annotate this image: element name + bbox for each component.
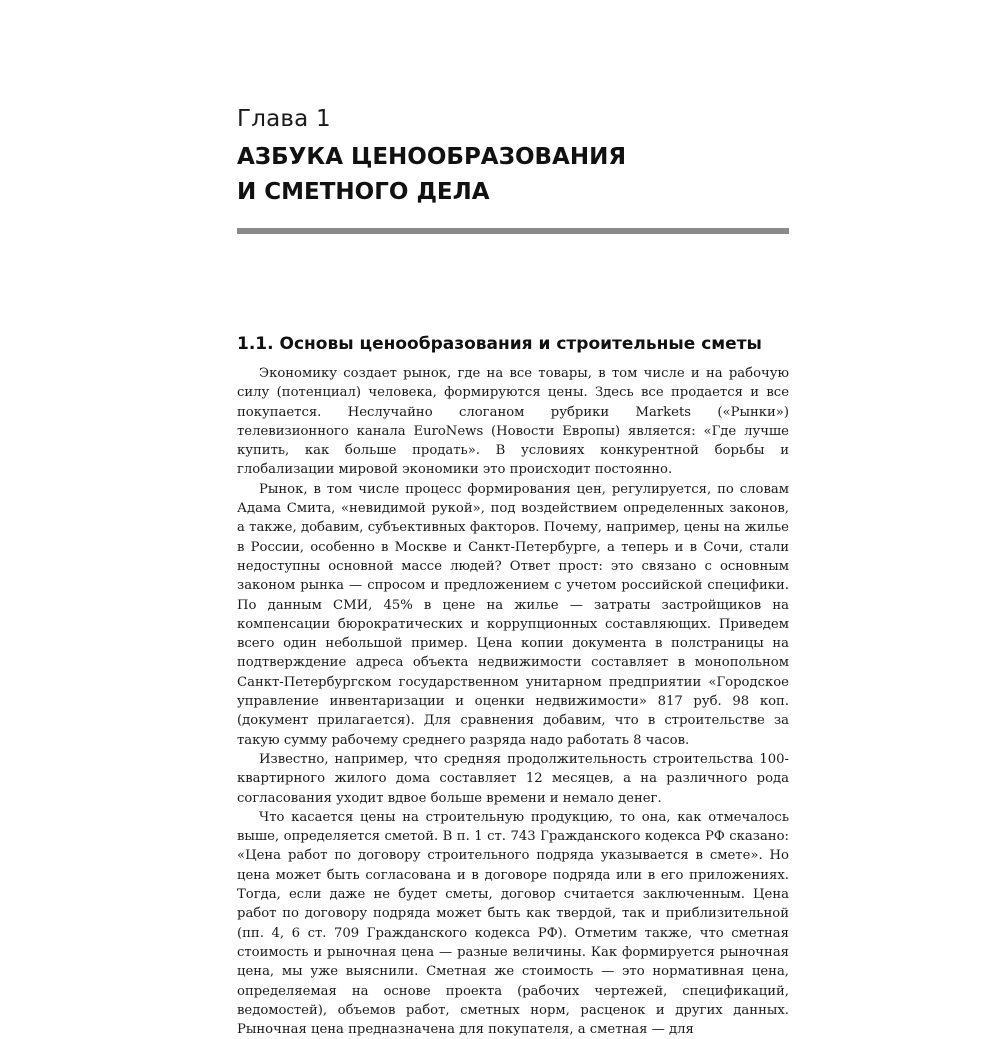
chapter-title: [237, 140, 789, 210]
paragraph: Экономику создает рынок, где на все товары, в том числе и на рабочую силу (потенциал) человека, формируются цены. Здесь все продается и все покупается. Неслучайно слоганом рубрики Markets («Рынки») телевизионного канала EuroNews (Новости Европы) является: «Где лучше купить, как больше продать». В условиях конкурентной борьбы и глобализации мировой экономики это происходит постоянно.: [237, 366, 789, 478]
body-text: [237, 364, 789, 1039]
chapter-title-line-1: АЗБУКА ЦЕНООБРАЗОВАНИЯ: [237, 144, 627, 170]
paragraph: Известно, например, что средняя продолжительность строительства 100-квартирного жилого дома составляет 12 месяцев, а на различного рода согласования уходит вдвое больше времени и немало денег.: [237, 751, 789, 806]
chapter-divider: [237, 228, 789, 234]
book-page: [237, 100, 789, 1039]
paragraph: Рынок, в том числе процесс формирования цен, регулируется, по словам Адама Смита, «невидимой рукой», под воздействием определенных законов, а также, добавим, субъективных факторов. Почему, например, цены на жилье в России, особенно в Москве и Санкт-Петербурге, а теперь и в Сочи, стали недоступны основной массе людей? Ответ прост: это связано с основным законом рынка — спросом и предложением с учетом российской специфики. По данным СМИ, 45% в цене на жилье — затраты застройщиков на компенсации бюрократических и коррупционных составляющих. Приведем всего один небольшой пример. Цена копии документа в полстраницы на подтверждение адреса объекта недвижимости составляет в монопольном Санкт-Петербургском государственном унитарном предприятии «Городское управление инвентаризации и оценки недвижимости» 817 руб. 98 коп. (документ прилагается). Для сравнения добавим, что в строительстве за такую сумму рабочему среднего разряда надо работать 8 часов.: [237, 481, 789, 748]
paragraph: Что касается цены на строительную продукцию, то она, как отмечалось выше, определяется сметой. В п. 1 ст. 743 Гражданского кодекса РФ сказано: «Цена работ по договору строительного подряда указывается в смете». Но цена может быть согласована и в договоре подряда или в его приложениях. Тогда, если даже не будет сметы, договор считается заключенным. Цена работ по договору подряда может быть как твердой, так и приблизительной (пп. 4, 6 ст. 709 Гражданского кодекса РФ). Отметим также, что сметная стоимость и рыночная цена — разные величины. Как формируется рыночная цена, мы уже выяснили. Сметная же стоимость — это нормативная цена, определяемая на основе проекта (рабочих чертежей, спецификаций, ведомостей), объемов работ, сметных норм, расценок и других данных. Рыночная цена предназначена для покупателя, а сметная — для: [237, 809, 789, 1038]
chapter-title-line-2: И СМЕТНОГО ДЕЛА: [237, 179, 490, 205]
chapter-label: Глава 1: [237, 106, 331, 132]
section-title: 1.1. Основы ценообразования и строительные сметы: [237, 334, 762, 354]
